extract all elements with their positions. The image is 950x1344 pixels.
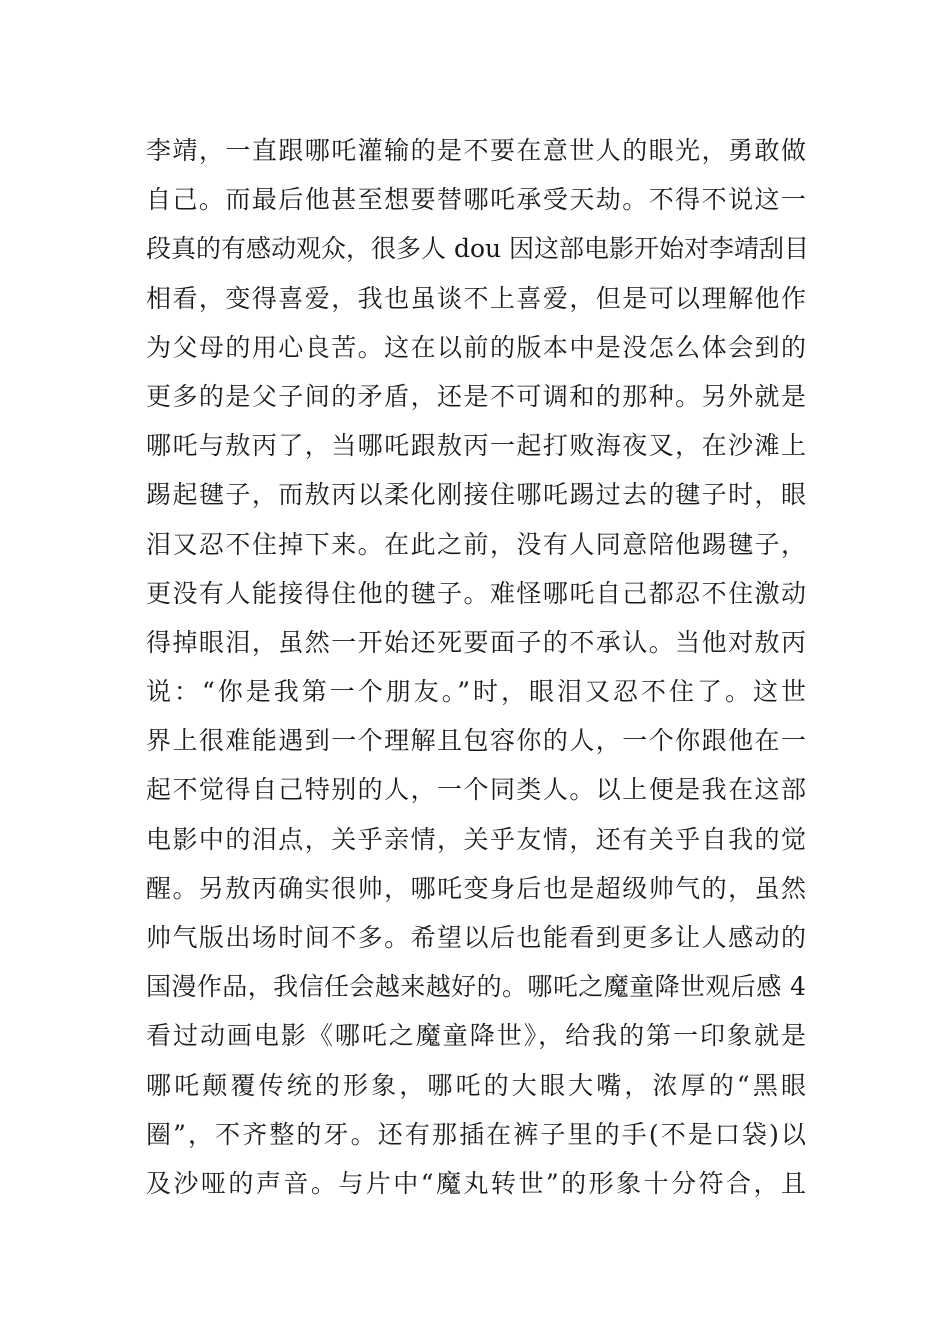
text-line: 起不觉得自己特别的人，一个同类人。以上便是我在这部 xyxy=(146,775,806,805)
text-line: 醒。另敖丙确实很帅，哪吒变身后也是超级帅气的，虽然 xyxy=(146,873,806,903)
text-line: 更没有人能接得住他的毽子。难怪哪吒自己都忍不住激动 xyxy=(146,578,806,608)
text-line: 哪吒与敖丙了，当哪吒跟敖丙一起打败海夜叉，在沙滩上 xyxy=(146,431,806,461)
body-text xyxy=(146,126,810,1208)
text-line: 圈”，不齐整的牙。还有那插在裤子里的手(不是口袋)以 xyxy=(146,1119,806,1149)
text-line: 国漫作品，我信任会越来越好的。哪吒之魔童降世观后感 4 xyxy=(146,972,806,1002)
text-line: 李靖，一直跟哪吒灌输的是不要在意世人的眼光，勇敢做 xyxy=(146,136,806,165)
text-line: 踢起毽子，而敖丙以柔化刚接住哪吒踢过去的毽子时，眼 xyxy=(146,480,806,510)
text-line: 泪又忍不住掉下来。在此之前，没有人同意陪他踢毽子， xyxy=(146,529,806,559)
text-line: 帅气版出场时间不多。希望以后也能看到更多让人感动的 xyxy=(146,923,806,952)
text-line: 哪吒颠覆传统的形象，哪吒的大眼大嘴，浓厚的“黑眼 xyxy=(146,1070,806,1100)
text-line: 电影中的泪点，关乎亲情，关乎友情，还有关乎自我的觉 xyxy=(146,824,806,854)
text-line: 更多的是父子间的矛盾，还是不可调和的那种。另外就是 xyxy=(146,381,806,411)
text-line: 得掉眼泪，虽然一开始还死要面子的不承认。当他对敖丙 xyxy=(146,627,806,657)
text-line: 界上很难能遇到一个理解且包容你的人，一个你跟他在一 xyxy=(146,726,806,756)
text-line: 为父母的用心良苦。这在以前的版本中是没怎么体会到的 xyxy=(146,332,806,362)
text-line: 看过动画电影《哪吒之魔童降世》，给我的第一印象就是 xyxy=(146,1021,806,1051)
text-line: 相看，变得喜爱，我也虽谈不上喜爱，但是可以理解他作 xyxy=(146,283,806,313)
text-line: 及沙哑的声音。与片中“魔丸转世”的形象十分符合，且 xyxy=(146,1168,806,1198)
text-line: 说：“你是我第一个朋友。”时，眼泪又忍不住了。这世 xyxy=(146,677,806,707)
text-line: 段真的有感动观众，很多人 dou 因这部电影开始对李靖刮目 xyxy=(146,234,810,264)
text-line: 自己。而最后他甚至想要替哪吒承受天劫。不得不说这一 xyxy=(146,185,806,215)
